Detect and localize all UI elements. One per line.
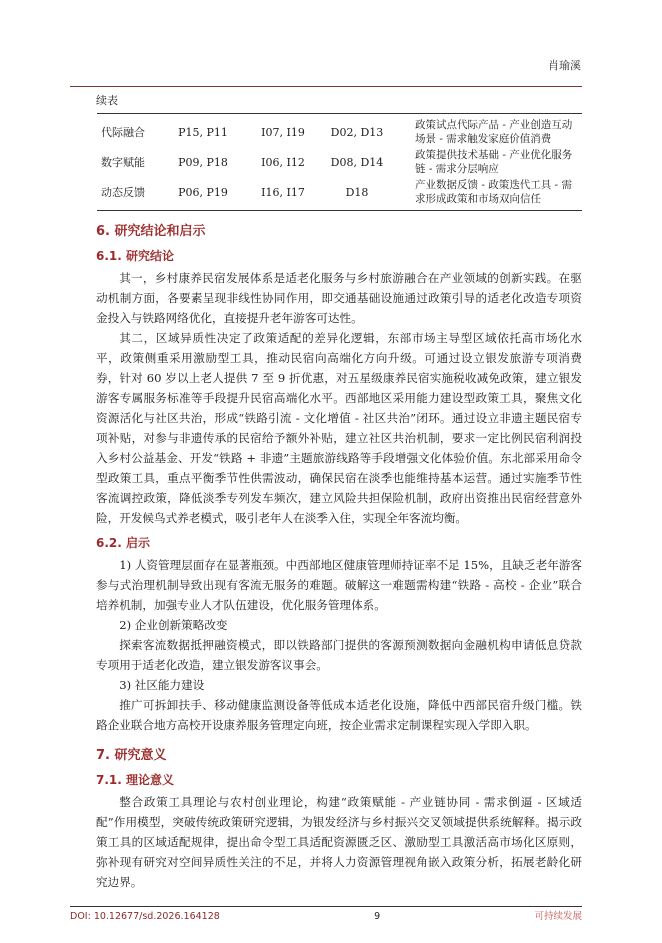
paragraph: 推广可拆卸扶手、移动健康监测设备等低成本适老化设施，降低中西部民宿升级门槛。铁路企业联合地方高校开设康养服务管理定向班，按企业需求定制课程实现入学即入职。 — [96, 698, 582, 732]
footer-doi: DOI: 10.12677/sd.2026.164128 — [70, 911, 220, 922]
cell-dimension: 代际融合 — [101, 126, 145, 139]
paragraph: 其二，区域异质性决定了政策适配的差异化逻辑，东部市场主导型区域依托高市场化水平，政策侧重采用激励型工具，推动民宿向高端化方向升级。可通过设立银发旅游专项消费券，针对 60 岁以上老人提供 7 至 9 折优惠，对五星级康养民宿实施税收减免政策，建立银发游客专属服务标准等手段提升民宿高端化水平。西部地区采用能力建设型政策工具，聚焦文化资源活化与社区共治，形成“铁路引流 - 文化增值 - 社区共治”闭环。通过设立非遗主题民宿专项补贴，对参与非遗传承的民宿给予额外补贴，建立社区共治机制，要求一定比例民宿利润投入乡村公益基金、开发“铁路 + 非遗”主题旅游线路等手段增强文化体验价值。东北部采用命令型政策工具，重点平衡季节性供需波动，确保民宿在淡季也能维持基本运营。通过实施季节性客流调控政策，降低淡季专列发车频次，建立风险共担保险机制，政府出资推出民宿经营意外险，开发候鸟式养老模式，吸引老年人在淡季入住，实现全年客流均衡。 — [96, 331, 582, 525]
paragraph: 1) 人资管理层面存在显著瓶颈。中西部地区健康管理师持证率不足 15%，且缺乏老年游客参与式治理机制导致出现有客流无服务的难题。破解这一难题需构建“铁路 - 高校 - 企业”联合培养机制，加强专业人才队伍建设，优化服务管理体系。 — [96, 558, 582, 612]
section-6-2-body — [96, 555, 582, 735]
section-6-1-body — [96, 268, 582, 528]
section-6-1-heading: 6.1. 研究结论 — [96, 249, 174, 263]
table-row — [97, 117, 582, 147]
paragraph: 其一，乡村康养民宿发展体系是适老化服务与乡村旅游融合在产业领域的创新实践。在驱动机制方面，各要素呈现非线性协同作用，即交通基础设施通过政策引导的适老化改造专项资金投入与铁路网络优化，直接提升老年游客可达性。 — [96, 271, 582, 325]
footer-journal: 可持续发展 — [534, 911, 582, 922]
cell-i: I07, I19 — [261, 125, 305, 139]
table-continued-label: 续表 — [96, 94, 118, 107]
section-6-heading: 6. 研究结论和启示 — [96, 224, 206, 239]
cell-dimension: 数字赋能 — [101, 156, 145, 169]
data-table — [97, 113, 582, 211]
cell-path: 政策提供技术基础 - 产业优化服务链 - 需求分层响应 — [415, 149, 573, 175]
table-row — [97, 177, 582, 207]
cell-d: D18 — [345, 185, 369, 199]
cell-p: P09, P18 — [178, 155, 228, 169]
running-header-author: 肖瑜溪 — [548, 59, 581, 72]
cell-path: 政策试点代际产品 - 产业创造互动场景 - 需求触发家庭价值消费 — [415, 119, 573, 145]
footer — [70, 906, 582, 923]
page-content — [70, 87, 582, 892]
paragraph: 整合政策工具理论与农村创业理论，构建“政策赋能 - 产业链协同 - 需求倒逼 - 区域适配”作用模型，突破传统政策研究逻辑，为银发经济与乡村振兴交叉领域提供系统解释。揭示政策工具的区域适配规律，提出命令型工具适配资源匮乏区、激励型工具激活高市场化区原则，弥补现有研究对空间异质性关注的不足，并将人力资源管理视角嵌入政策分析，拓展老龄化研究边界。 — [96, 795, 582, 889]
page-number: 9 — [374, 911, 381, 922]
section-7-heading: 7. 研究意义 — [96, 748, 167, 763]
cell-i: I06, I12 — [261, 155, 305, 169]
section-7-1-body — [96, 792, 582, 892]
paragraph: 2) 企业创新策略改变 — [119, 618, 228, 632]
section-7-1-heading: 7.1. 理论意义 — [96, 773, 174, 787]
cell-p: P06, P19 — [178, 185, 228, 199]
paragraph: 3) 社区能力建设 — [119, 678, 205, 692]
cell-p: P15, P11 — [178, 125, 228, 139]
spacer — [70, 892, 582, 906]
cell-i: I16, I17 — [261, 185, 305, 199]
cell-path: 产业数据反馈 - 政策迭代工具 - 需求形成政策和市场双向信任 — [415, 179, 572, 205]
cell-dimension: 动态反馈 — [101, 186, 145, 199]
cell-d: D08, D14 — [330, 155, 384, 169]
table-row — [97, 147, 582, 177]
cell-d: D02, D13 — [330, 125, 384, 139]
section-6-2-heading: 6.2. 启示 — [96, 536, 150, 550]
paragraph: 探索客流数据抵押融资模式，即以铁路部门提供的客源预测数据向金融机构申请低息贷款专项用于适老化改造，建立银发游客议事会。 — [96, 638, 582, 672]
